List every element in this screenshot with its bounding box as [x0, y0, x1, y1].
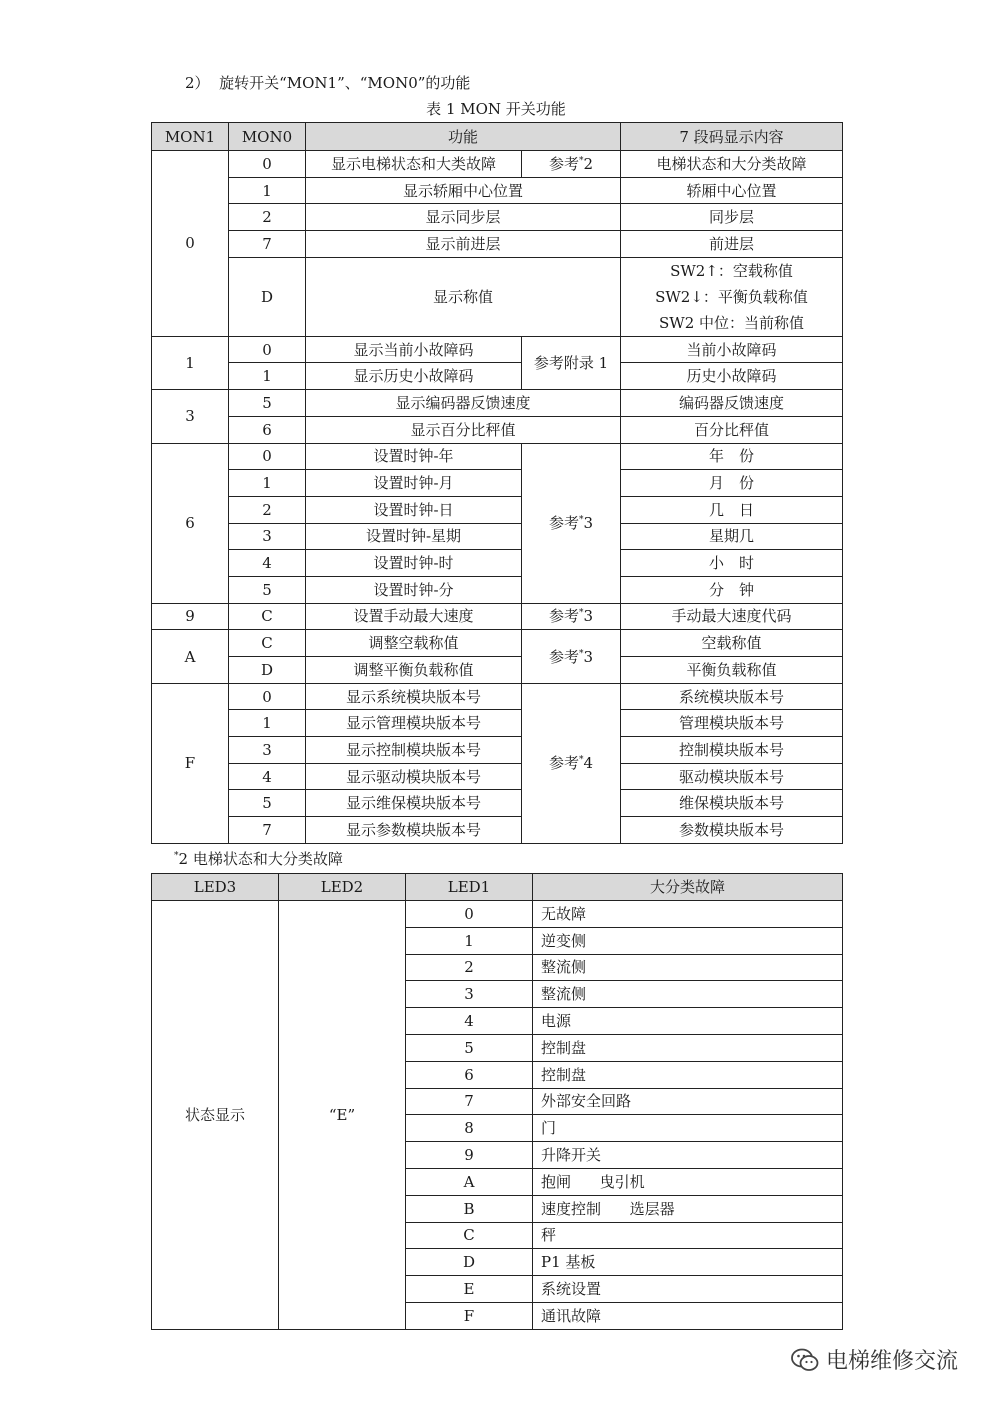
table1-caption: 表 1 MON 开关功能 — [426, 100, 566, 118]
fault-cell: 系统设置 — [533, 1276, 843, 1303]
led1-cell: A — [406, 1168, 533, 1195]
mon0-cell: 4 — [229, 763, 306, 790]
function-cell: 显示系统模块版本号 — [306, 683, 522, 710]
table-row — [152, 550, 843, 577]
table-row — [152, 817, 843, 844]
mon0-cell: D — [229, 257, 306, 336]
table-row — [152, 657, 843, 684]
ref-mark: * — [578, 515, 584, 526]
watermark — [790, 1344, 958, 1375]
fault-cell: 秤 — [533, 1222, 843, 1249]
mon0-cell: 1 — [229, 710, 306, 737]
display-cell: 历史小故障码 — [621, 363, 843, 390]
display-cell: 管理模块版本号 — [621, 710, 843, 737]
footnote-number: 2 — [178, 850, 189, 868]
led1-cell: 9 — [406, 1142, 533, 1169]
display-cell: 同步层 — [621, 204, 843, 231]
led1-cell: 2 — [406, 954, 533, 981]
mon0-cell: C — [229, 603, 306, 630]
function-cell: 设置时钟-分 — [306, 576, 522, 603]
display-cell: 空载称值 — [621, 630, 843, 657]
reference-cell — [522, 683, 621, 843]
table-row — [152, 763, 843, 790]
fault-cell: 外部安全回路 — [533, 1088, 843, 1115]
table-row — [152, 177, 843, 204]
table-row — [152, 710, 843, 737]
function-cell: 显示称值 — [306, 257, 621, 336]
function-cell: 设置手动最大速度 — [306, 603, 522, 630]
footnote-mark: * — [174, 851, 179, 861]
reference-cell — [522, 603, 621, 630]
display-cell: 维保模块版本号 — [621, 790, 843, 817]
mon0-cell: 1 — [229, 470, 306, 497]
mon0-cell: 6 — [229, 416, 306, 443]
ref-text: 参考 — [548, 647, 579, 666]
fault-code-table — [151, 873, 843, 1330]
led1-cell: 4 — [406, 1008, 533, 1035]
footnote-text: 电梯状态和大分类故障 — [188, 850, 343, 868]
header-mon1: MON1 — [152, 123, 229, 151]
function-cell: 显示百分比秤值 — [306, 416, 621, 443]
mon0-cell: 7 — [229, 817, 306, 844]
table-row — [152, 336, 843, 363]
ref-number: 3 — [583, 647, 594, 666]
mon1-cell: F — [152, 683, 229, 843]
ref-mark: * — [578, 648, 584, 659]
watermark-text: 电梯维修交流 — [825, 1349, 958, 1374]
function-cell: 显示电梯状态和大类故障 — [306, 151, 522, 178]
mon1-cell: 3 — [152, 390, 229, 443]
header-mon0: MON0 — [229, 123, 306, 151]
fault-cell: 无故障 — [533, 901, 843, 928]
ref-text: 参考 — [548, 514, 579, 533]
table-row — [152, 416, 843, 443]
display-cell: 小 时 — [621, 550, 843, 577]
display-cell: 星期几 — [621, 523, 843, 550]
fault-cell: 抱闸 曳引机 — [533, 1168, 843, 1195]
display-cell: 分 钟 — [621, 576, 843, 603]
reference-cell — [522, 443, 621, 603]
function-cell: 设置时钟-时 — [306, 550, 522, 577]
display-cell: 控制模块版本号 — [621, 737, 843, 764]
function-cell: 显示编码器反馈速度 — [306, 390, 621, 417]
mon0-cell: 5 — [229, 390, 306, 417]
reference-cell — [522, 151, 621, 178]
table-row — [152, 151, 843, 178]
header-function: 功能 — [306, 123, 621, 151]
table-row — [152, 737, 843, 764]
function-cell: 显示控制模块版本号 — [306, 737, 522, 764]
display-cell: 电梯状态和大分类故障 — [621, 151, 843, 178]
mon0-cell: 1 — [229, 177, 306, 204]
mon0-cell: 0 — [229, 336, 306, 363]
header-fault: 大分类故障 — [533, 874, 843, 901]
display-cell: 编码器反馈速度 — [621, 390, 843, 417]
ref-number: 3 — [583, 514, 594, 533]
fault-cell: 控制盘 — [533, 1061, 843, 1088]
ref-text: 参考 — [548, 754, 579, 773]
table-row — [152, 443, 843, 470]
function-cell: 显示参数模块版本号 — [306, 817, 522, 844]
led1-cell: 1 — [406, 927, 533, 954]
ref-mark: * — [578, 608, 584, 619]
led1-cell: 8 — [406, 1115, 533, 1142]
mon0-cell: 4 — [229, 550, 306, 577]
function-cell: 调整空载称值 — [306, 630, 522, 657]
mon1-cell: 9 — [152, 603, 229, 630]
table-row — [152, 901, 843, 928]
function-cell: 显示轿厢中心位置 — [306, 177, 621, 204]
header-led1: LED1 — [406, 874, 533, 901]
reference-cell — [522, 630, 621, 683]
table-row — [152, 576, 843, 603]
ref-number: 3 — [583, 607, 594, 626]
display-line: SW2↑：空载称值 — [670, 261, 793, 280]
mon0-cell: 2 — [229, 204, 306, 231]
table-row — [152, 231, 843, 258]
mon0-cell: 7 — [229, 231, 306, 258]
fault-cell: 门 — [533, 1115, 843, 1142]
display-cell: 系统模块版本号 — [621, 683, 843, 710]
ref-mark: * — [578, 755, 584, 766]
function-cell: 显示驱动模块版本号 — [306, 763, 522, 790]
mon1-cell: A — [152, 630, 229, 683]
fault-cell: 控制盘 — [533, 1034, 843, 1061]
mon0-cell: 5 — [229, 576, 306, 603]
table-row — [152, 630, 843, 657]
ref-mark: * — [578, 155, 584, 166]
led3-cell: 状态显示 — [152, 901, 279, 1330]
display-line: SW2 中位：当前称值 — [659, 313, 805, 332]
ref-number: 2 — [583, 154, 594, 173]
reference-cell: 参考附录 1 — [522, 336, 621, 389]
display-cell: 几 日 — [621, 496, 843, 523]
ref-text: 参考 — [548, 154, 579, 173]
led1-cell: 3 — [406, 981, 533, 1008]
display-cell: 轿厢中心位置 — [621, 177, 843, 204]
table-row — [152, 390, 843, 417]
function-cell: 显示维保模块版本号 — [306, 790, 522, 817]
fault-cell: 速度控制 选层器 — [533, 1195, 843, 1222]
mon0-cell: 3 — [229, 737, 306, 764]
mon0-cell: 1 — [229, 363, 306, 390]
header-display: 7 段码显示内容 — [621, 123, 843, 151]
mon0-cell: 2 — [229, 496, 306, 523]
ref-text: 参考 — [548, 607, 579, 626]
led2-cell: “E” — [279, 901, 406, 1330]
led1-cell: D — [406, 1249, 533, 1276]
mon1-cell: 0 — [152, 151, 229, 337]
fault-cell: P1 基板 — [533, 1249, 843, 1276]
display-cell: 当前小故障码 — [621, 336, 843, 363]
function-cell: 设置时钟-日 — [306, 496, 522, 523]
table-row — [152, 363, 843, 390]
mon0-cell: 5 — [229, 790, 306, 817]
mon0-cell: 0 — [229, 443, 306, 470]
display-line: SW2↓：平衡负载称值 — [655, 287, 808, 306]
footnote-heading — [174, 848, 343, 869]
fault-cell: 整流侧 — [533, 981, 843, 1008]
led1-cell: 7 — [406, 1088, 533, 1115]
mon-switch-table — [151, 122, 843, 844]
mon0-cell: 0 — [229, 683, 306, 710]
led1-cell: E — [406, 1276, 533, 1303]
function-cell: 调整平衡负载称值 — [306, 657, 522, 684]
fault-cell: 升降开关 — [533, 1142, 843, 1169]
display-cell: 年 份 — [621, 443, 843, 470]
function-cell: 显示当前小故障码 — [306, 336, 522, 363]
display-cell: 百分比秤值 — [621, 416, 843, 443]
fault-cell: 电源 — [533, 1008, 843, 1035]
table-row — [152, 257, 843, 336]
led1-cell: 6 — [406, 1061, 533, 1088]
header-led2: LED2 — [279, 874, 406, 901]
display-cell: 手动最大速度代码 — [621, 603, 843, 630]
header-led3: LED3 — [152, 874, 279, 901]
function-cell: 显示历史小故障码 — [306, 363, 522, 390]
mon1-cell: 6 — [152, 443, 229, 603]
fault-cell: 整流侧 — [533, 954, 843, 981]
table-row — [152, 523, 843, 550]
led1-cell: 5 — [406, 1034, 533, 1061]
function-cell: 显示管理模块版本号 — [306, 710, 522, 737]
mon1-cell: 1 — [152, 336, 229, 389]
ref-number: 4 — [583, 754, 594, 773]
display-cell: 前进层 — [621, 231, 843, 258]
table-row — [152, 204, 843, 231]
table-row — [152, 496, 843, 523]
table-row — [152, 470, 843, 497]
display-cell: 参数模块版本号 — [621, 817, 843, 844]
display-cell — [621, 257, 843, 336]
led1-cell: B — [406, 1195, 533, 1222]
led1-cell: C — [406, 1222, 533, 1249]
fault-cell: 逆变侧 — [533, 927, 843, 954]
mon0-cell: 0 — [229, 151, 306, 178]
led1-cell: 0 — [406, 901, 533, 928]
mon0-cell: 3 — [229, 523, 306, 550]
display-cell: 月 份 — [621, 470, 843, 497]
fault-cell: 通讯故障 — [533, 1302, 843, 1329]
display-cell: 平衡负载称值 — [621, 657, 843, 684]
function-cell: 显示同步层 — [306, 204, 621, 231]
table-row — [152, 790, 843, 817]
display-cell: 驱动模块版本号 — [621, 763, 843, 790]
table-row — [152, 683, 843, 710]
function-cell: 设置时钟-月 — [306, 470, 522, 497]
table-row — [152, 603, 843, 630]
mon0-cell: D — [229, 657, 306, 684]
section-heading: 2） 旋转开关“MON1”、“MON0”的功能 — [185, 74, 471, 92]
function-cell: 设置时钟-年 — [306, 443, 522, 470]
wechat-icon — [790, 1347, 820, 1373]
mon0-cell: C — [229, 630, 306, 657]
led1-cell: F — [406, 1302, 533, 1329]
function-cell: 设置时钟-星期 — [306, 523, 522, 550]
function-cell: 显示前进层 — [306, 231, 621, 258]
